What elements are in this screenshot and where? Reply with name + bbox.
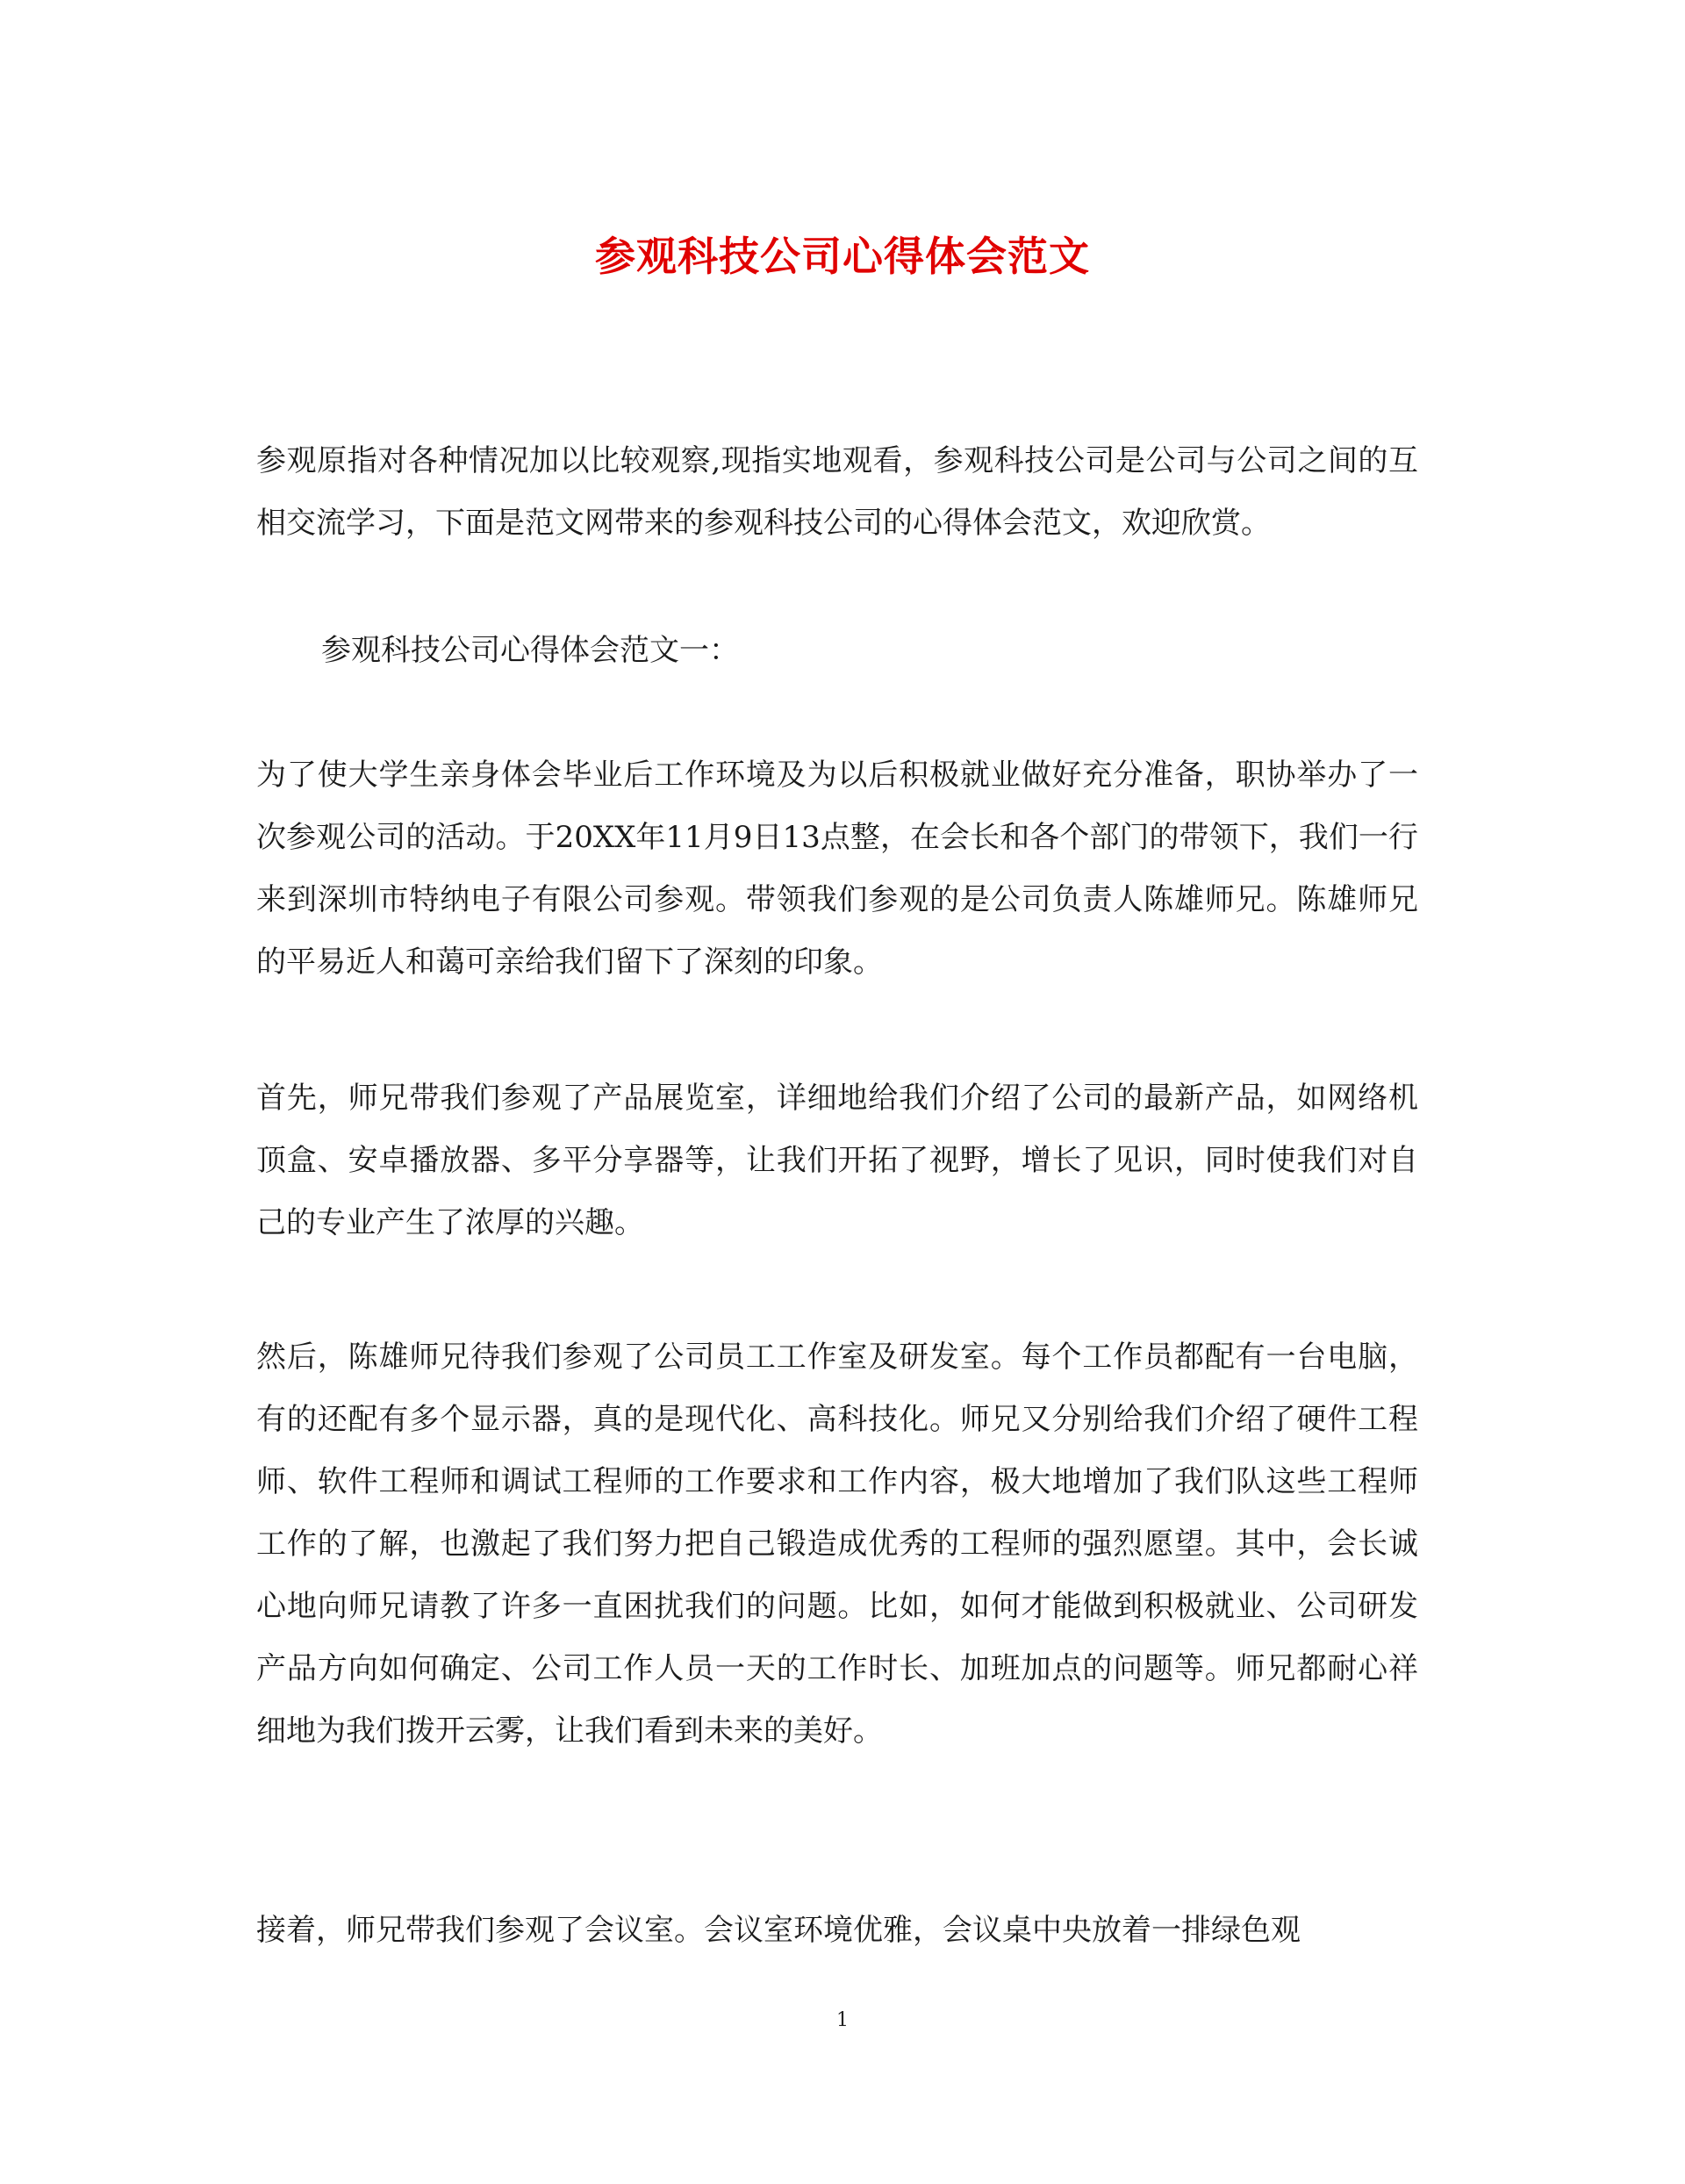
body-paragraph-showroom: 首先，师兄带我们参观了产品展览室，详细地给我们介绍了公司的最新产品，如网络机顶盒、安卓播放器、多平分享器等，让我们开拓了视野，增长了见识，同时使我们对自己的专业产生了浓厚的兴趣。 xyxy=(256,1081,1418,1240)
document-title: 参观科技公司心得体会范文 xyxy=(595,233,1090,280)
body-paragraph-meeting-room: 接着，师兄带我们参观了会议室。会议室环境优雅，会议桌中央放着一排绿色观 xyxy=(256,1913,1301,1948)
body-paragraph-visit-intro: 为了使大学生亲身体会毕业后工作环境及为以后积极就业做好充分准备，职协举办了一次参观公司的活动。于20XX年11月9日13点整，在会长和各个部门的带领下，我们一行来到深圳市特纳电子有限公司参观。带领我们参观的是公司负责人陈雄师兄。陈雄师兄的平易近人和蔼可亲给我们留下了深刻的印象。 xyxy=(256,758,1418,980)
section-heading: 参观科技公司心得体会范文一： xyxy=(321,633,739,668)
intro-paragraph: 参观原指对各种情况加以比较观察,现指实地观看，参观科技公司是公司与公司之间的互相交流学习，下面是范文网带来的参观科技公司的心得体会范文，欢迎欣赏。 xyxy=(256,443,1418,541)
body-paragraph-workroom: 然后，陈雄师兄待我们参观了公司员工工作室及研发室。每个工作员都配有一台电脑，有的还配有多个显示器，真的是现代化、高科技化。师兄又分别给我们介绍了硬件工程师、软件工程师和调试工程师的工作要求和工作内容，极大地增加了我们队这些工程师工作的了解，也激起了我们努力把自己锻造成优秀的工程师的强烈愿望。其中，会长诚心地向师兄请教了许多一直困扰我们的问题。比如，如何才能做到积极就业、公司研发产品方向如何确定、公司工作人员一天的工作时长、加班加点的问题等。师兄都耐心祥细地为我们拨开云雾，让我们看到未来的美好。 xyxy=(256,1340,1418,1749)
page-number: 1 xyxy=(836,2009,849,2031)
